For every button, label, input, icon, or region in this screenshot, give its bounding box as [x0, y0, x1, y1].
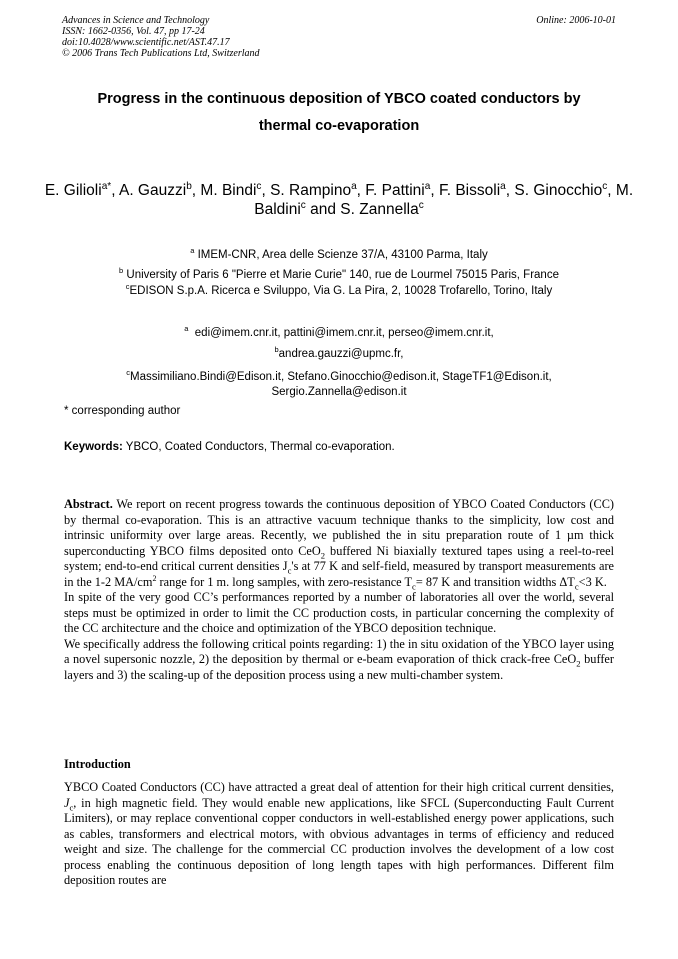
author-separator: , — [191, 182, 201, 199]
author-separator: , — [430, 182, 439, 199]
author-name: A. Gauzzi — [118, 182, 187, 199]
author-separator: and — [305, 201, 341, 218]
abstract-text: We report on recent progress towards the continuous deposition of YBCO Coated Conductors (CC) by thermal co-evaporation. This is an attractive vacuum technique thanks to the simplicity, low cost and intrinsic uniformity over large areas. Recently, we published the in situ preparation route of 1 µm thick superconducting YBCO films deposited onto CeO — [64, 497, 614, 558]
abstract-paragraph — [64, 637, 614, 684]
author-affil-mark: c — [418, 199, 424, 211]
affiliation-text: IMEM-CNR, Area delle Scienze 37/A, 43100 Parma, Italy — [197, 249, 488, 261]
subscript: 2 — [576, 658, 581, 669]
author-affil-mark: a* — [101, 180, 112, 192]
email-text[interactable]: edi@imem.cnr.it, pattini@imem.cnr.it, perseo@imem.cnr.it, — [194, 327, 494, 339]
author-list — [40, 181, 638, 219]
author-affil-mark: c — [256, 180, 262, 192]
keywords-text: YBCO, Coated Conductors, Thermal co-evaporation. — [122, 441, 395, 453]
affiliation-b — [30, 268, 648, 283]
author-affil-mark: a — [424, 180, 431, 192]
author-affil-mark: c — [602, 180, 608, 192]
abstract-text: = 87 K and transition widths ΔT — [415, 574, 575, 589]
corresponding-author-note: * corresponding author — [64, 405, 181, 417]
abstract-text: buffer layers and 3) the scaling-up of the deposition process using a new multi-chamber system. — [64, 652, 614, 682]
author-separator: , — [356, 182, 366, 199]
section-heading-introduction: Introduction — [64, 757, 131, 771]
subscript: c — [287, 565, 292, 576]
author-name: S. Ginocchio — [514, 182, 603, 199]
journal-header — [62, 15, 260, 59]
email-text[interactable]: Sergio.Zannella@edison.it — [271, 386, 407, 398]
author-name: F. Pattini — [365, 182, 425, 199]
affiliation-mark: c — [125, 282, 130, 292]
introduction-paragraph — [64, 780, 614, 889]
author-separator: , — [111, 182, 119, 199]
author-name: S. Rampino — [270, 182, 352, 199]
affiliation-mark: b — [119, 266, 124, 276]
abstract-text: We specifically address the following critical points regarding: 1) the in situ oxidation of the YBCO layer using a novel supersonic nozzle, 2) the deposition by thermal or e-beam evaporation of thick crack-free CeO — [64, 636, 614, 666]
online-date — [536, 15, 616, 26]
author-separator: , — [505, 182, 515, 199]
abstract-text: buffered Ni biaxially textured tapes using a reel-to-reel system; end-to-end critical current densities J — [64, 543, 614, 573]
email-text[interactable]: Massimiliano.Bindi@Edison.it, Stefano.Ginocchio@edison.it, StageTF1@Edison.it, — [129, 371, 552, 383]
subscript: 2 — [320, 549, 326, 560]
author-name: E. Gilioli — [44, 182, 102, 199]
affiliation-a — [30, 248, 648, 263]
author-separator: , — [607, 182, 616, 199]
abstract — [64, 497, 614, 683]
author-name: M. Baldini — [254, 182, 634, 218]
copyright-line: © 2006 Trans Tech Publications Ltd, Switzerland — [62, 48, 260, 59]
keywords-label: Keywords: — [64, 441, 123, 453]
journal-name: Advances in Science and Technology — [62, 15, 210, 26]
author-affil-mark: a — [351, 180, 357, 192]
online-date-text: Online: 2006-10-01 — [536, 15, 616, 26]
affiliation-c — [30, 284, 648, 299]
author-affil-mark: c — [300, 199, 306, 211]
author-affil-mark: a — [500, 180, 506, 192]
author-name: M. Bindi — [200, 182, 257, 199]
abstract-text: 's at 77 K and self-field, measured by transport measurements are in the 1-2 MA/cm — [64, 559, 615, 589]
email-text[interactable]: andrea.gauzzi@upmc.fr, — [278, 348, 404, 360]
introduction-body — [64, 780, 614, 889]
author-name: F. Bissoli — [438, 182, 501, 199]
author-affil-mark: b — [186, 180, 192, 192]
email-mark: b — [274, 345, 279, 355]
author-name: S. Zannella — [340, 201, 419, 218]
author-separator: , — [261, 182, 271, 199]
title-line-2: thermal co-evaporation — [258, 118, 420, 134]
doi-line: doi:10.4028/www.scientific.net/AST.47.17 — [62, 37, 230, 48]
abstract-paragraph — [64, 497, 614, 590]
abstract-label: Abstract. — [64, 497, 113, 511]
email-group-b — [30, 347, 648, 362]
abstract-text: <3 K. — [578, 574, 607, 589]
issn-line: ISSN: 1662-0356, Vol. 47, pp 17-24 — [62, 26, 205, 37]
symbol-j: J — [64, 795, 70, 810]
subscript: c — [412, 580, 416, 591]
email-mark: c — [126, 368, 130, 378]
superscript: 2 — [152, 573, 157, 583]
title-line-1: Progress in the continuous deposition of YBCO coated conductors by — [97, 91, 581, 107]
intro-text: YBCO Coated Conductors (CC) have attracted a great deal of attention for their high critical current densities, — [64, 780, 614, 794]
intro-text: , in high magnetic field. They would enable new applications, like SFCL (Superconducting Fault Current Limiters), or may replace conventional copper conductors in well-established energy power applications, such as cables, transformers and electrical motors, with obvious advantages in terms of efficiency and reduced weight and size. The challenge for the commercial CC production involves the development of a low cost process enabling the continuous deposition of long length tapes with high performances. Different film deposition routes are — [64, 795, 614, 887]
keywords — [64, 441, 395, 453]
affiliation-text: University of Paris 6 "Pierre et Marie Curie" 140, rue de Lourmel 75015 Paris, France — [126, 269, 559, 281]
affiliation-text: EDISON S.p.A. Ricerca e Sviluppo, Via G. La Pira, 2, 10028 Trofarello, Torino, Italy — [129, 285, 553, 297]
abstract-paragraph: In spite of the very good CC’s performances reported by a number of laboratories all over the world, several steps must be optimized in order to limit the CC production costs, in particular concerning the complexity of the CC architecture and the choice and optimization of the YBCO deposition technique. — [64, 590, 614, 635]
paper-title — [40, 86, 638, 140]
email-group-c — [30, 370, 648, 400]
email-group-a — [30, 326, 648, 341]
subscript: c — [69, 801, 74, 812]
affiliation-mark: a — [190, 246, 195, 256]
abstract-text: range for 1 m. long samples, with zero-resistance T — [156, 574, 413, 589]
subscript: c — [574, 580, 579, 591]
email-mark: a — [184, 324, 189, 334]
